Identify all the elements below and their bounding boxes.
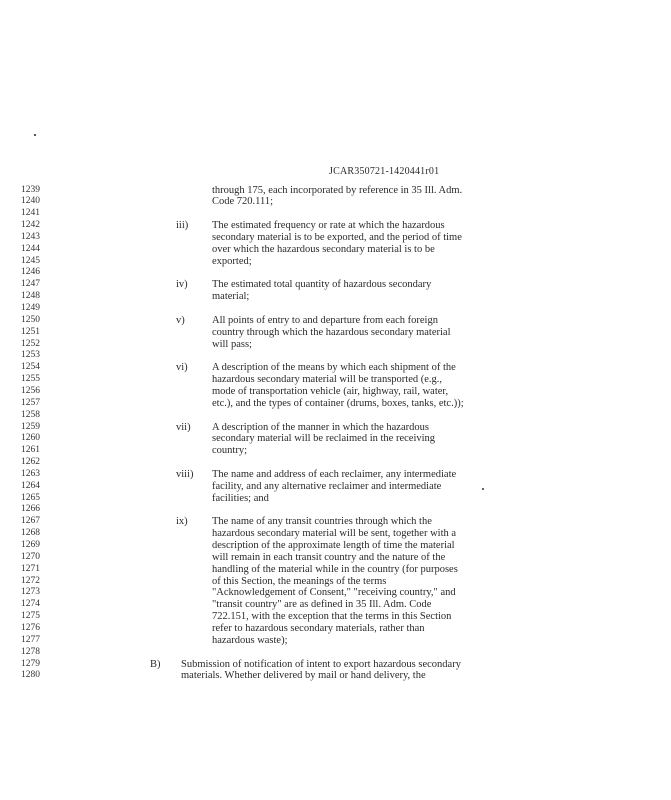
list-item-text-line: "Acknowledgement of Consent," "receiving country," and bbox=[212, 587, 456, 599]
scan-speck bbox=[34, 134, 36, 136]
list-item-text-line: materials. Whether delivered by mail or hand delivery, the bbox=[181, 670, 426, 682]
list-item-text-line: The name of any transit countries through which the bbox=[212, 516, 432, 528]
line-number: 1240 bbox=[21, 196, 40, 207]
list-item-text-line: etc.), and the types of container (drums, boxes, tanks, etc.)); bbox=[212, 397, 464, 409]
line-number: 1267 bbox=[21, 516, 40, 527]
list-item-text-line: country; bbox=[212, 445, 247, 457]
line-number: 1266 bbox=[21, 504, 40, 515]
line-number: 1274 bbox=[21, 599, 40, 610]
list-item-text-line: description of the approximate length of time the material bbox=[212, 540, 455, 551]
list-item-text-line: hazardous secondary material will be sent, together with a bbox=[212, 528, 457, 540]
list-item-text-line: hazardous waste); bbox=[212, 634, 288, 646]
list-item-text-line: refer to hazardous secondary materials, rather than bbox=[212, 622, 425, 634]
line-number: 1248 bbox=[21, 291, 40, 302]
line-number: 1259 bbox=[21, 421, 40, 432]
line-number: 1246 bbox=[21, 267, 40, 278]
line-number: 1256 bbox=[21, 385, 40, 396]
line-number: 1254 bbox=[21, 362, 40, 373]
list-item-text-line: exported; bbox=[212, 255, 252, 267]
list-item-text-line: material; bbox=[212, 291, 250, 303]
line-number: 1272 bbox=[21, 575, 40, 586]
list-item-text-line: over which the hazardous secondary material is to be bbox=[212, 243, 435, 255]
list-item-text-line: The name and address of each reclaimer, any intermediate bbox=[212, 468, 457, 480]
list-item-text-line: hazardous secondary material will be transported (e.g., bbox=[212, 374, 443, 386]
line-number: 1269 bbox=[21, 540, 40, 550]
scan-speck bbox=[482, 488, 484, 490]
list-item-text-line: of this Section, the meanings of the terms bbox=[212, 575, 387, 587]
list-item-text-line: will pass; bbox=[212, 338, 252, 350]
line-number: 1280 bbox=[21, 670, 40, 681]
list-item-text-line: country through which the hazardous secondary material bbox=[212, 326, 451, 338]
line-number: 1273 bbox=[21, 587, 40, 598]
line-number: 1239 bbox=[21, 184, 40, 195]
list-item-text-line: A description of the manner in which the hazardous bbox=[212, 421, 429, 433]
list-item-text-line: mode of transportation vehicle (air, highway, rail, water, bbox=[212, 385, 449, 397]
list-item-text-line: 722.151, with the exception that the terms in this Section bbox=[212, 611, 452, 623]
line-number: 1247 bbox=[21, 279, 40, 290]
list-item-text-line: The estimated total quantity of hazardous secondary bbox=[212, 279, 432, 291]
list-item-label: v) bbox=[176, 314, 185, 326]
line-number: 1241 bbox=[21, 208, 40, 219]
line-number: 1261 bbox=[21, 445, 40, 456]
line-number: 1263 bbox=[21, 468, 40, 479]
line-number: 1255 bbox=[21, 374, 40, 385]
list-item-text-line: facilities; and bbox=[212, 492, 269, 504]
line-number: 1257 bbox=[21, 397, 40, 408]
page-header-code: JCAR350721-1420441r01 bbox=[329, 166, 440, 177]
line-number: 1265 bbox=[21, 492, 40, 503]
line-number: 1276 bbox=[21, 622, 40, 633]
list-item-text-line: handling of the material while in the country (for purposes bbox=[212, 563, 458, 575]
list-item-text-line: The estimated frequency or rate at which the hazardous bbox=[212, 220, 445, 232]
line-number: 1260 bbox=[21, 433, 40, 444]
list-item-text-line: secondary material is to be exported, and the period of time bbox=[212, 231, 462, 243]
line-number: 1251 bbox=[21, 326, 40, 337]
line-number: 1271 bbox=[21, 563, 40, 574]
line-number: 1249 bbox=[21, 303, 40, 313]
list-item-text-line: Submission of notification of intent to export hazardous secondary bbox=[181, 658, 461, 670]
line-number: 1250 bbox=[21, 314, 40, 325]
list-item-label: viii) bbox=[176, 468, 194, 480]
line-number: 1245 bbox=[21, 255, 40, 266]
line-number: 1243 bbox=[21, 231, 40, 242]
list-item-label: iii) bbox=[176, 220, 189, 232]
line-number: 1277 bbox=[21, 634, 40, 645]
list-item-label: ix) bbox=[176, 516, 188, 528]
line-number: 1253 bbox=[21, 350, 40, 361]
line-number: 1275 bbox=[21, 611, 40, 622]
line-number: 1270 bbox=[21, 551, 40, 562]
line-number: 1264 bbox=[21, 480, 40, 491]
list-item-text-line: secondary material will be reclaimed in the receiving bbox=[212, 433, 436, 445]
line-number: 1244 bbox=[21, 243, 40, 254]
list-item-label: vi) bbox=[176, 362, 188, 374]
paragraph-line: through 175, each incorporated by reference in 35 Ill. Adm. bbox=[212, 184, 463, 196]
list-item-text-line: "transit country" are as defined in 35 Ill. Adm. Code bbox=[212, 599, 432, 611]
line-number: 1262 bbox=[21, 457, 40, 468]
list-item-label: vii) bbox=[176, 421, 191, 433]
list-item-label: B) bbox=[150, 658, 161, 670]
line-number: 1268 bbox=[21, 528, 40, 539]
line-number: 1252 bbox=[21, 338, 40, 349]
line-number: 1258 bbox=[21, 409, 40, 420]
line-number: 1278 bbox=[21, 646, 40, 657]
list-item-text-line: will remain in each transit country and the nature of the bbox=[212, 551, 446, 563]
line-number: 1242 bbox=[21, 220, 40, 231]
list-item-text-line: A description of the means by which each shipment of the bbox=[212, 362, 456, 374]
paragraph-line: Code 720.111; bbox=[212, 196, 274, 208]
list-item-text-line: All points of entry to and departure from each foreign bbox=[212, 314, 438, 326]
line-number: 1279 bbox=[21, 658, 40, 669]
list-item-text-line: facility, and any alternative reclaimer and intermediate bbox=[212, 480, 442, 492]
list-item-label: iv) bbox=[176, 279, 188, 291]
